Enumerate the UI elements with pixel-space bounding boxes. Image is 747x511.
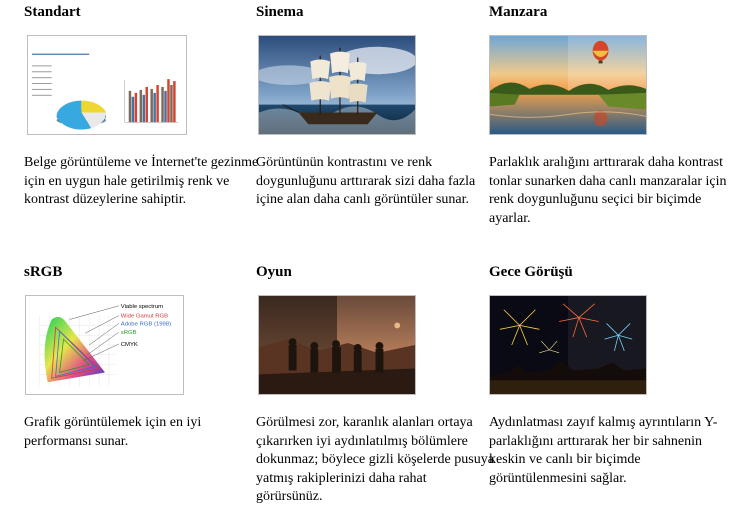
mode-title: sRGB xyxy=(24,264,63,280)
mode-title: Standart xyxy=(24,4,81,20)
mode-description: Aydınlatması zayıf kalmış ayrıntıların Y-parlaklığını arttırarak her bir sahnenin keskin ve canlı bir biçimde görüntülenmesini sağlar. xyxy=(489,415,718,486)
mode-title: Manzara xyxy=(489,4,548,20)
mode-description: Belge görüntüleme ve İnternet'te gezinme için en uygun hale getirilmiş renk ve kontrast düzeylerine sahiptir. xyxy=(24,155,259,207)
mode-description: Görüntünün kontrastını ve renk doygunluğunu arttırarak sizi daha fazla içine alan daha canlı görüntüler sunar. xyxy=(256,155,476,207)
sailing-ship-photo xyxy=(258,35,416,135)
mode-title: Oyun xyxy=(256,264,292,280)
mode-srgb xyxy=(24,263,264,449)
mode-gece-gorusu xyxy=(489,263,729,486)
color-gamut-diagram xyxy=(25,295,184,395)
diagram-label-wide: Wide Gamut RGB xyxy=(120,313,169,320)
mode-title: Gece Görüşü xyxy=(489,264,573,280)
diagram-label-visible: Viable spectrum xyxy=(120,303,164,310)
hot-air-balloon-lake-photo xyxy=(489,35,647,135)
diagram-label-adobe: Adobe RGB (1998) xyxy=(120,321,172,328)
mode-manzara xyxy=(489,3,729,226)
mode-sinema xyxy=(256,3,496,207)
mode-oyun xyxy=(256,263,496,504)
diagram-label-cmyk: CMYK xyxy=(120,341,138,348)
mode-description: Parlaklık aralığını arttırarak daha kontrast tonlar sunarken daha canlı manzaralar için renk doygunluğunu seçici bir biçimde ayarlar. xyxy=(489,155,727,226)
fireworks-night-photo xyxy=(489,295,647,395)
pie-and-bar-chart-thumbnail xyxy=(27,35,187,135)
mode-description: Grafik görüntülemek için en iyi performansı sunar. xyxy=(24,415,202,449)
mode-description: Görülmesi zor, karanlık alanları ortaya çıkarırken iyi aydınlatılmış bölümlere dokunmaz; böylece gizli köşelerde pusuya yatmış rakiplerinizi daha rahat görürsünüz. xyxy=(256,415,494,504)
diagram-label-srgb: sRGB xyxy=(120,330,137,337)
soldiers-game-photo xyxy=(258,295,416,395)
mode-title: Sinema xyxy=(256,4,304,20)
mode-standart xyxy=(24,3,264,207)
